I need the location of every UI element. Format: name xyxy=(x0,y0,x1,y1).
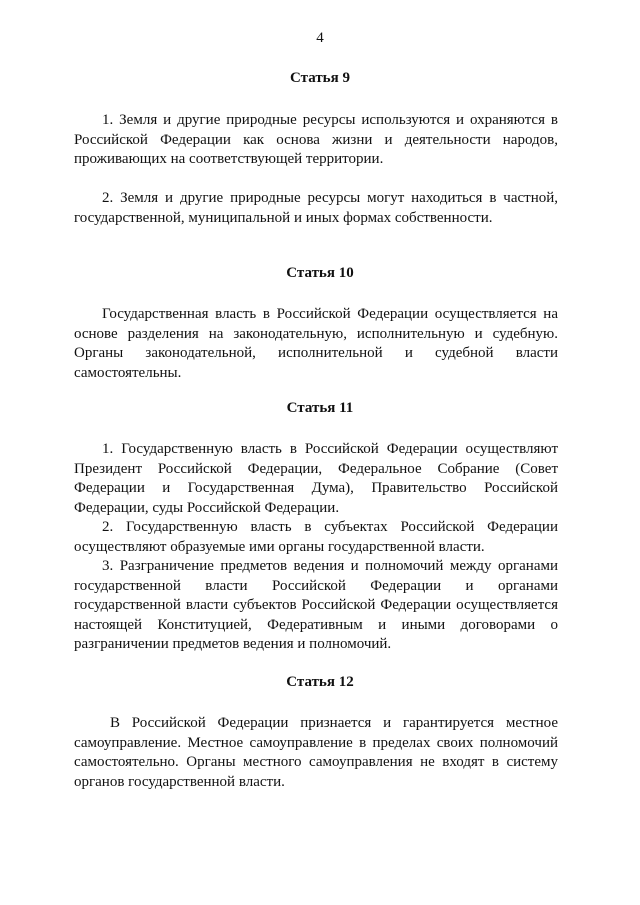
article-10-title: Статья 10 xyxy=(286,265,354,281)
article-12-title: Статья 12 xyxy=(286,674,354,690)
article-9-title: Статья 9 xyxy=(290,70,350,86)
article-11-paragraph-3: 3. Разграничение предметов ведения и полномочий между органами государственной власти Российской Федерации и органами государственной власти субъектов Российской Федерации осуществляется настоящей Конституцией, Федеративным и иными договорами о разграничении предметов ведения и полномочий. xyxy=(74,558,558,652)
article-11-paragraph-1: 1. Государственную власть в Российской Федерации осуществляют Президент Российской Федерации, Федеральное Собрание (Совет Федерации и Государственная Дума), Правительство Российской Федерации, суды Российской Федерации. xyxy=(74,441,558,516)
article-9-paragraph-1: 1. Земля и другие природные ресурсы используются и охраняются в Российской Федерации как основа жизни и деятельности народов, проживающих на соответствующей территории. xyxy=(74,112,558,167)
article-10-paragraph-1: Государственная власть в Российской Федерации осуществляется на основе разделения на законодательную, исполнительную и судебную. Органы законодательной, исполнительной и судебной власти самостоятельны. xyxy=(74,306,558,381)
article-9-paragraph-2: 2. Земля и другие природные ресурсы могут находиться в частной, государственной, муниципальной и иных формах собственности. xyxy=(74,190,558,226)
article-12-paragraph-1: В Российской Федерации признается и гарантируется местное самоуправление. Местное самоуправление в пределах своих полномочий самостоятельно. Органы местного самоуправления не входят в систему органов государственной власти. xyxy=(74,715,558,790)
article-11-title: Статья 11 xyxy=(286,400,354,416)
page-number: 4 xyxy=(316,30,324,46)
article-11-paragraph-2: 2. Государственную власть в субъектах Российской Федерации осуществляют образуемые ими органы государственной власти. xyxy=(74,519,558,555)
